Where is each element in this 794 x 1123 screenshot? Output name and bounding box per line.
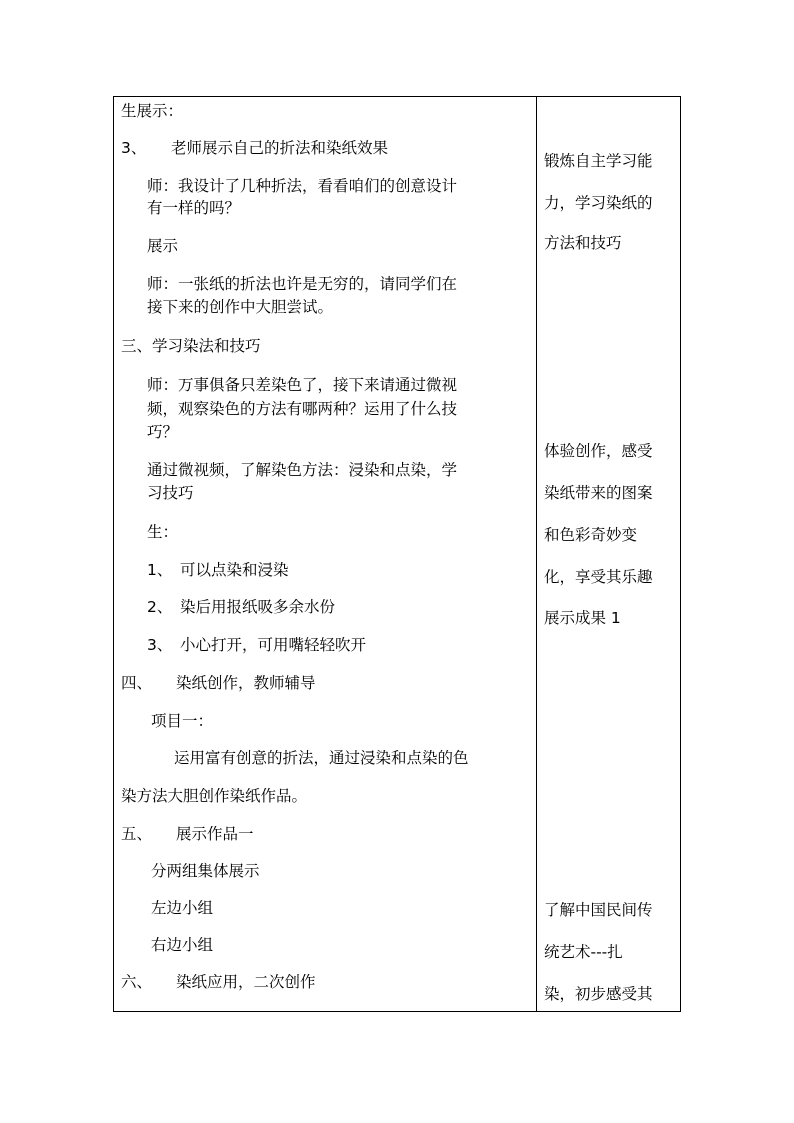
section-heading — [121, 824, 254, 844]
item-text: 可以点染和浸染 — [180, 561, 289, 579]
intent-line: 力，学习染纸的 — [544, 194, 653, 212]
intent-line: 体验创作，感受 — [544, 442, 653, 460]
list-item — [147, 597, 335, 617]
section-heading: 三、学习染法和技巧 — [121, 337, 261, 355]
text-line: 生展示： — [121, 102, 184, 120]
intent-line: 染纸带来的图案 — [544, 484, 653, 502]
list-item-heading — [121, 138, 388, 158]
text-line: 展示 — [147, 237, 179, 255]
item-number: 六、 — [121, 973, 153, 991]
item-number: 2、 — [147, 598, 173, 616]
text-line: 频，观察染色的方法有哪两种？运用了什么技 — [147, 400, 458, 418]
section-heading — [121, 673, 316, 693]
intent-line: 方法和技巧 — [544, 234, 622, 252]
list-item — [147, 560, 289, 580]
teaching-process-cell — [114, 97, 536, 1011]
text-line: 师：一张纸的折法也许是无穷的，请同学们在 — [147, 275, 458, 293]
item-text: 老师展示自己的折法和染纸效果 — [171, 139, 389, 157]
intent-line: 染，初步感受其 — [544, 985, 653, 1003]
text-line: 左边小组 — [151, 899, 214, 917]
text-line: 接下来的创作中大胆尝试。 — [147, 298, 334, 316]
text-line: 染方法大胆创作染纸作品。 — [121, 787, 308, 805]
text-line: 师：我设计了几种折法，看看咱们的创意设计 — [147, 177, 458, 195]
item-number: 3、 — [147, 636, 173, 654]
list-item — [147, 635, 366, 655]
text-line: 师：万事俱备只差染色了，接下来请通过微视 — [147, 376, 458, 394]
item-text: 染纸应用，二次创作 — [176, 973, 316, 991]
text-line: 分两组集体展示 — [151, 862, 260, 880]
design-intent-cell — [537, 97, 680, 1011]
item-text: 小心打开，可用嘴轻轻吹开 — [180, 636, 367, 654]
text-line: 生： — [147, 523, 179, 541]
item-text: 展示作品一 — [176, 825, 254, 843]
intent-line: 了解中国民间传 — [544, 901, 653, 919]
text-line: 有一样的吗？ — [147, 199, 241, 217]
item-number: 1、 — [147, 561, 173, 579]
item-number: 3、 — [121, 139, 147, 157]
item-text: 染后用报纸吸多余水份 — [180, 598, 336, 616]
text-line: 运用富有创意的折法，通过浸染和点染的色 — [174, 749, 469, 767]
text-line: 右边小组 — [151, 936, 214, 954]
item-text: 染纸创作，教师辅导 — [176, 674, 316, 692]
intent-line: 和色彩奇妙变 — [544, 526, 638, 544]
section-heading — [121, 972, 316, 992]
intent-line: 化，享受其乐趣 — [544, 568, 653, 586]
text-line: 项目一： — [151, 712, 214, 730]
item-number: 四、 — [121, 674, 153, 692]
text-line: 通过微视频，了解染色方法：浸染和点染，学 — [147, 461, 458, 479]
lesson-table — [113, 96, 681, 1012]
text-line: 习技巧 — [147, 484, 194, 502]
item-number: 五、 — [121, 825, 153, 843]
intent-line: 展示成果 1 — [544, 609, 621, 627]
intent-line: 锻炼自主学习能 — [544, 152, 653, 170]
intent-line: 统艺术---扎 — [544, 943, 623, 961]
text-line: 巧？ — [147, 423, 179, 441]
